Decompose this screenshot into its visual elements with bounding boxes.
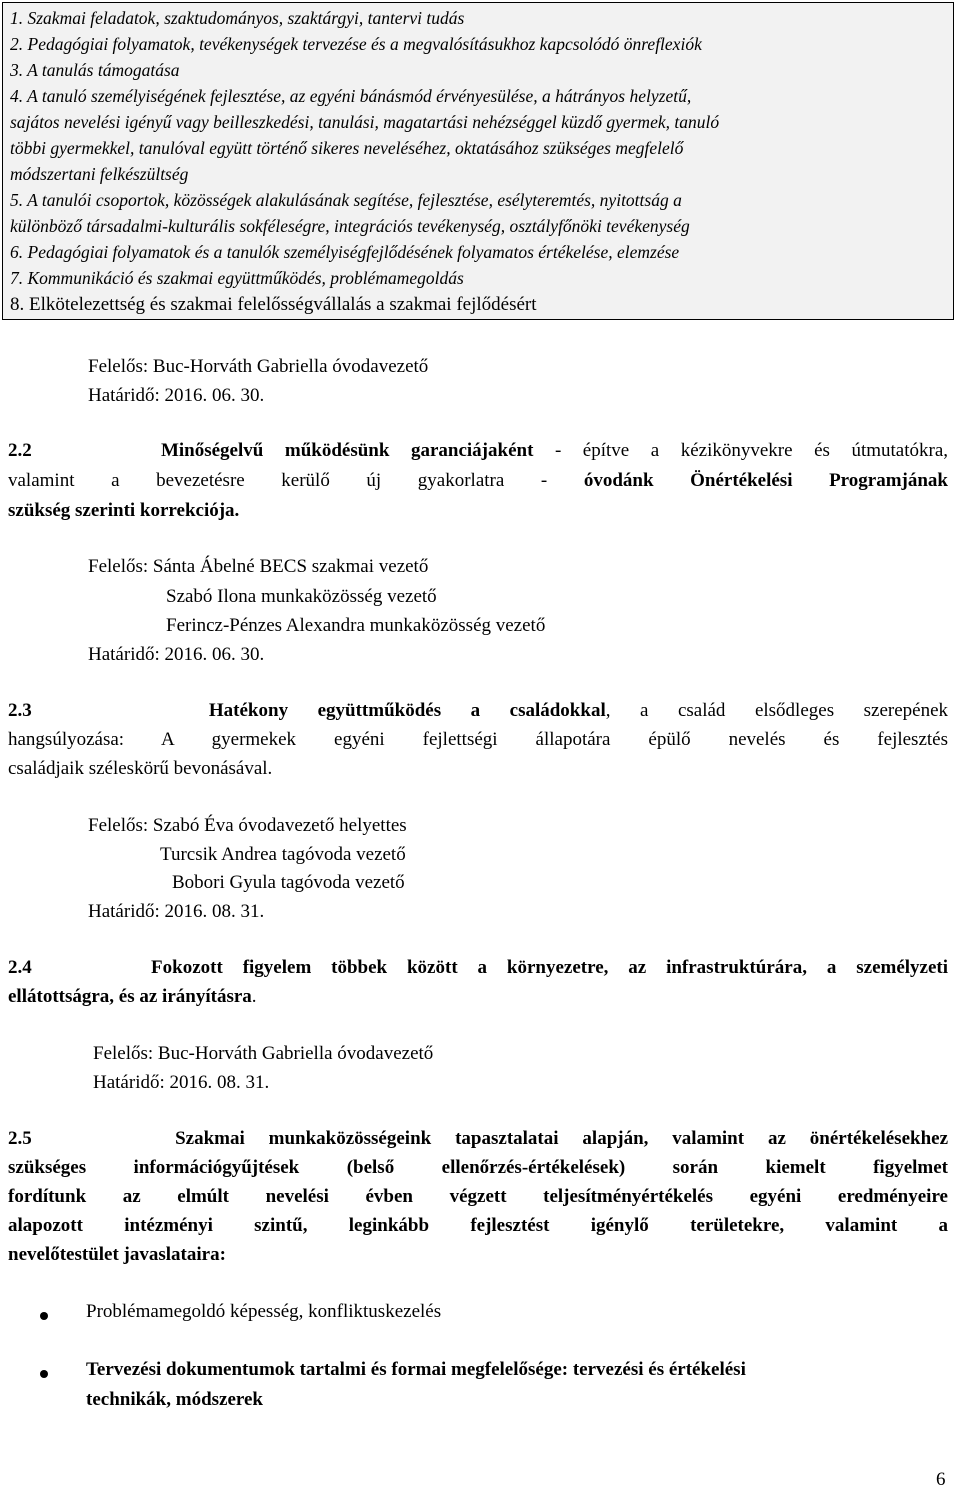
- bullet-dot-2: [40, 1370, 48, 1378]
- section-number: 2.3: [8, 700, 32, 721]
- responsible-2-3-c: Bobori Gyula tagóvoda vezető: [172, 872, 405, 893]
- bullet-item-1: Problémamegoldó képesség, konfliktuskezelés: [86, 1301, 442, 1322]
- competence-item-5-line1: 5. A tanulói csoportok, közösségek alakulásának segítése, fejlesztése, esélyteremtés, nyitottság a: [10, 190, 682, 210]
- section-2-3-line2: hangsúlyozása: A gyermekek egyéni fejlettségi állapotára épülő nevelés és fejlesztés: [8, 729, 948, 750]
- responsible-2-3-a: Felelős: Szabó Éva óvodavezető helyettes: [88, 815, 407, 836]
- section-2-4-line1: [8, 957, 948, 979]
- responsible-2-2-c: Ferincz-Pénzes Alexandra munkaközösség vezető: [166, 615, 546, 636]
- competence-item-4-line1: 4. A tanuló személyiségének fejlesztése, az egyéni bánásmód érvényesülése, a hátrányos helyzetű,: [10, 86, 692, 106]
- responsible-1: Felelős: Buc-Horváth Gabriella óvodavezető: [88, 356, 429, 377]
- section-2-5-line4: alapozott intézményi szintű, leginkább fejlesztést igénylő területekre, valamint a: [8, 1215, 948, 1236]
- section-2-5-line1: [8, 1128, 948, 1150]
- section-2-3-title: Hatékony együttműködés a családokkal: [208, 700, 606, 721]
- competence-item-3: 3. A tanulás támogatása: [10, 60, 180, 80]
- section-2-4-bold2: ellátottságra, és az irányításra: [8, 986, 252, 1007]
- page-number: 6: [936, 1469, 946, 1490]
- section-2-2-line1: [8, 440, 948, 462]
- competence-item-4-line2: sajátos nevelési igényű vagy beilleszkedési, tanulási, magatartási nehézséggel küzdő gyermek, tanuló: [10, 112, 720, 132]
- section-2-3-text: , a család elsődleges szerepének: [605, 700, 949, 721]
- bullet-item-2-line2: technikák, módszerek: [86, 1389, 263, 1410]
- competence-item-6: 6. Pedagógiai folyamatok és a tanulók személyiségfejlődésének folyamatos értékelése, elemzése: [10, 242, 680, 262]
- section-2-5-title: Szakmai munkaközösségeink tapasztalatai alapján, valamint az önértékelésekhez: [175, 1128, 949, 1149]
- deadline-1: Határidő: 2016. 06. 30.: [88, 385, 265, 406]
- competence-item-4-line3: többi gyermekkel, tanulóval együtt történő sikeres neveléséhez, oktatásához szükséges megfelelő: [10, 138, 684, 158]
- section-2-2-bold2: óvodánk Önértékelési Programjának: [583, 470, 948, 491]
- section-2-5-line2: szükséges információgyűjtések (belső ellenőrzés-értékelések) során kiemelt figyelmet: [8, 1157, 948, 1178]
- competence-item-8: 8. Elkötelezettség és szakmai felelősségvállalás a szakmai fejlődésért: [10, 294, 537, 315]
- section-2-3-line1: [8, 700, 948, 722]
- responsible-2-2-a: Felelős: Sánta Ábelné BECS szakmai vezető: [88, 556, 429, 577]
- competence-item-4-line4: módszertani felkészültség: [10, 164, 189, 184]
- section-2-2-title: Minőségelvű működésünk garanciájaként: [160, 440, 534, 461]
- section-2-2-line3: szükség szerinti korrekciója.: [8, 500, 240, 521]
- deadline-2-3: Határidő: 2016. 08. 31.: [88, 901, 265, 922]
- section-2-3-line3: családjaik széleskörű bevonásával.: [8, 758, 273, 779]
- section-2-4-line2: [8, 986, 257, 1008]
- section-number: 2.4: [8, 957, 32, 978]
- section-2-2-text: - építve a kézikönyvekre és útmutatókra,: [533, 440, 949, 461]
- competence-item-5-line2: különböző társadalmi-kulturális sokféleségre, integrációs tevékenység, osztályfőnöki tevékenység: [10, 216, 690, 236]
- deadline-2-2: Határidő: 2016. 06. 30.: [88, 644, 265, 665]
- section-2-4-tail: .: [251, 986, 257, 1007]
- section-2-5-line3: fordítunk az elmúlt nevelési évben végzett teljesítményértékelés egyéni eredményeire: [8, 1186, 948, 1207]
- responsible-2-2-b: Szabó Ilona munkaközösség vezető: [166, 586, 437, 607]
- section-number: 2.2: [8, 440, 32, 461]
- section-2-4-title: Fokozott figyelem többek között a környezetre, az infrastruktúrára, a személyzeti: [151, 957, 949, 978]
- competence-item-1: 1. Szakmai feladatok, szaktudományos, szaktárgyi, tantervi tudás: [10, 8, 465, 28]
- competence-item-2: 2. Pedagógiai folyamatok, tevékenységek tervezése és a megvalósításukhoz kapcsolódó önreflexiók: [10, 34, 702, 54]
- bullet-dot-1: [40, 1312, 48, 1320]
- bullet-item-2-line1: Tervezési dokumentumok tartalmi és formai megfelelősége: tervezési és értékelési: [86, 1359, 746, 1380]
- section-number: 2.5: [8, 1128, 32, 1149]
- deadline-2-4: Határidő: 2016. 08. 31.: [93, 1072, 270, 1093]
- section-2-2-text2: valamint a bevezetésre kerülő új gyakorlatra -: [8, 470, 584, 491]
- section-2-5-line5: nevelőtestület javaslataira:: [8, 1244, 226, 1265]
- competence-item-7: 7. Kommunikáció és szakmai együttműködés, problémamegoldás: [10, 268, 464, 288]
- responsible-2-3-b: Turcsik Andrea tagóvoda vezető: [160, 844, 406, 865]
- responsible-2-4: Felelős: Buc-Horváth Gabriella óvodavezető: [93, 1043, 434, 1064]
- section-2-2-line2: [8, 470, 948, 492]
